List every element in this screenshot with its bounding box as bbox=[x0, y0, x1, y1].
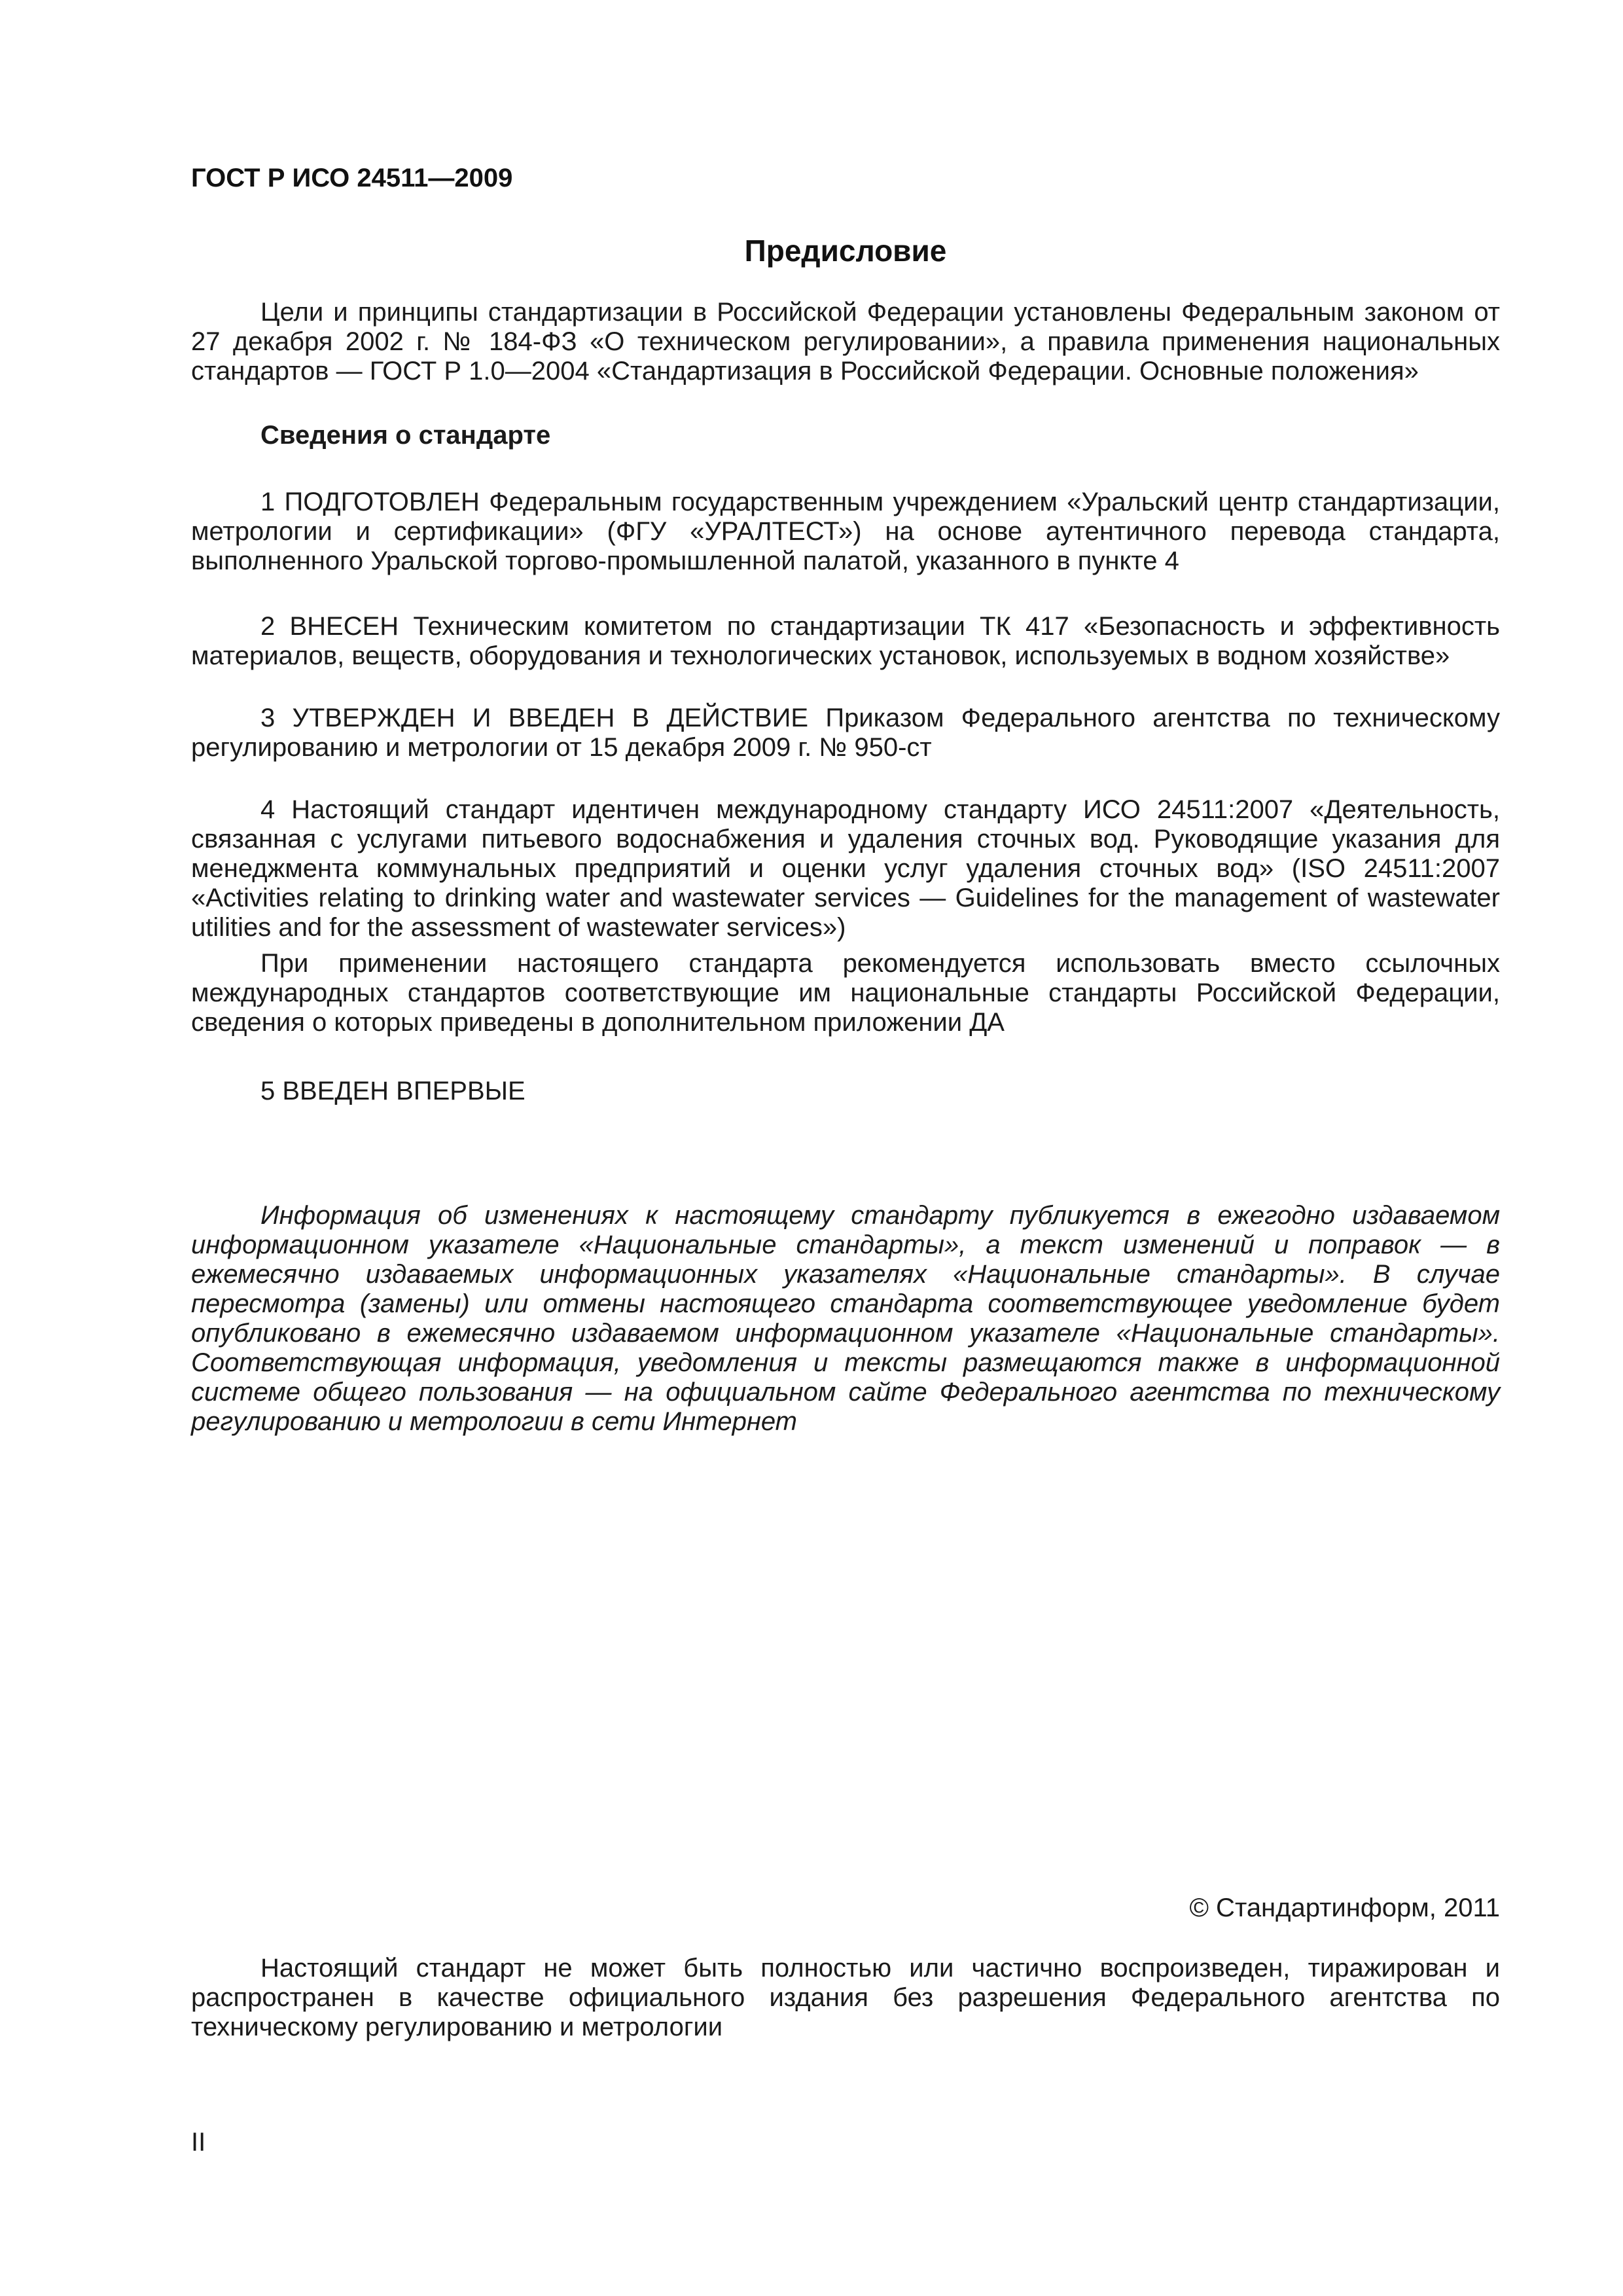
copyright: © Стандартинформ, 2011 bbox=[1189, 1893, 1500, 1922]
info-item-approved: 3 УТВЕРЖДЕН И ВВЕДЕН В ДЕЙСТВИЕ Приказом Федерального агентства по техническому регулированию и метрологии от 15 декабря 2009 г. № 950-ст bbox=[191, 704, 1500, 762]
standard-code: ГОСТ Р ИСО 24511—2009 bbox=[191, 164, 513, 192]
standard-info-heading: Сведения о стандарте bbox=[260, 421, 551, 450]
info-item-prepared: 1 ПОДГОТОВЛЕН Федеральным государственным учреждением «Уральский центр стандартизации, метрологии и сертификации» (ФГУ «УРАЛТЕСТ») на основе аутентичного перевода стандарта, выполненного Уральской торгово-промышленной палатой, указанного в пункте 4 bbox=[191, 488, 1500, 575]
preface-intro: Цели и принципы стандартизации в Российской Федерации установлены Федеральным законом от 27 декабря 2002 г. № 184-ФЗ «О техническом регулировании», а правила применения национальных стандартов — ГОСТ Р 1.0—2004 «Стандартизация в Российской Федерации. Основные положения» bbox=[191, 298, 1500, 386]
info-item-first-introduced: 5 ВВЕДЕН ВПЕРВЫЕ bbox=[260, 1077, 526, 1105]
info-item-application-note: При применении настоящего стандарта рекомендуется использовать вместо ссылочных международных стандартов соответствующие им национальные стандарты Российской Федерации, сведения о которых приведены в дополнительном приложении ДА bbox=[191, 949, 1500, 1037]
changes-notice: Информация об изменениях к настоящему стандарту публикуется в ежегодно издаваемом информационном указателе «Национальные стандарты», а текст изменений и поправок — в ежемесячно издаваемых информационных указателях «Национальные стандарты». В случае пересмотра (замены) или отмены настоящего стандарта соответствующее уведомление будет опубликовано в ежемесячно издаваемом информационном указателе «Национальные стандарты». Соответствующая информация, уведомления и тексты размещаются также в информационной системе общего пользования — на официальном сайте Федерального агентства по техническому регулированию и метрологии в сети Интернет bbox=[191, 1201, 1500, 1436]
info-item-identical: 4 Настоящий стандарт идентичен международному стандарту ИСО 24511:2007 «Деятельность, связанная с услугами питьевого водоснабжения и удаления сточных вод. Руководящие указания для менеджмента коммунальных предприятий и оценки услуг удаления сточных вод» (ISO 24511:2007 «Activities relating to drinking water and wastewater services — Guidelines for the management of wastewater utilities and for the assessment of wastewater services») bbox=[191, 795, 1500, 942]
page-number: II bbox=[191, 2128, 206, 2157]
info-item-submitted: 2 ВНЕСЕН Техническим комитетом по стандартизации ТК 417 «Безопасность и эффективность материалов, веществ, оборудования и технологических установок, используемых в водном хозяйстве» bbox=[191, 612, 1500, 670]
reproduction-notice: Настоящий стандарт не может быть полностью или частично воспроизведен, тиражирован и распространен в качестве официального издания без разрешения Федерального агентства по техническому регулированию и метрологии bbox=[191, 1954, 1500, 2041]
preface-title: Предисловие bbox=[744, 234, 947, 268]
